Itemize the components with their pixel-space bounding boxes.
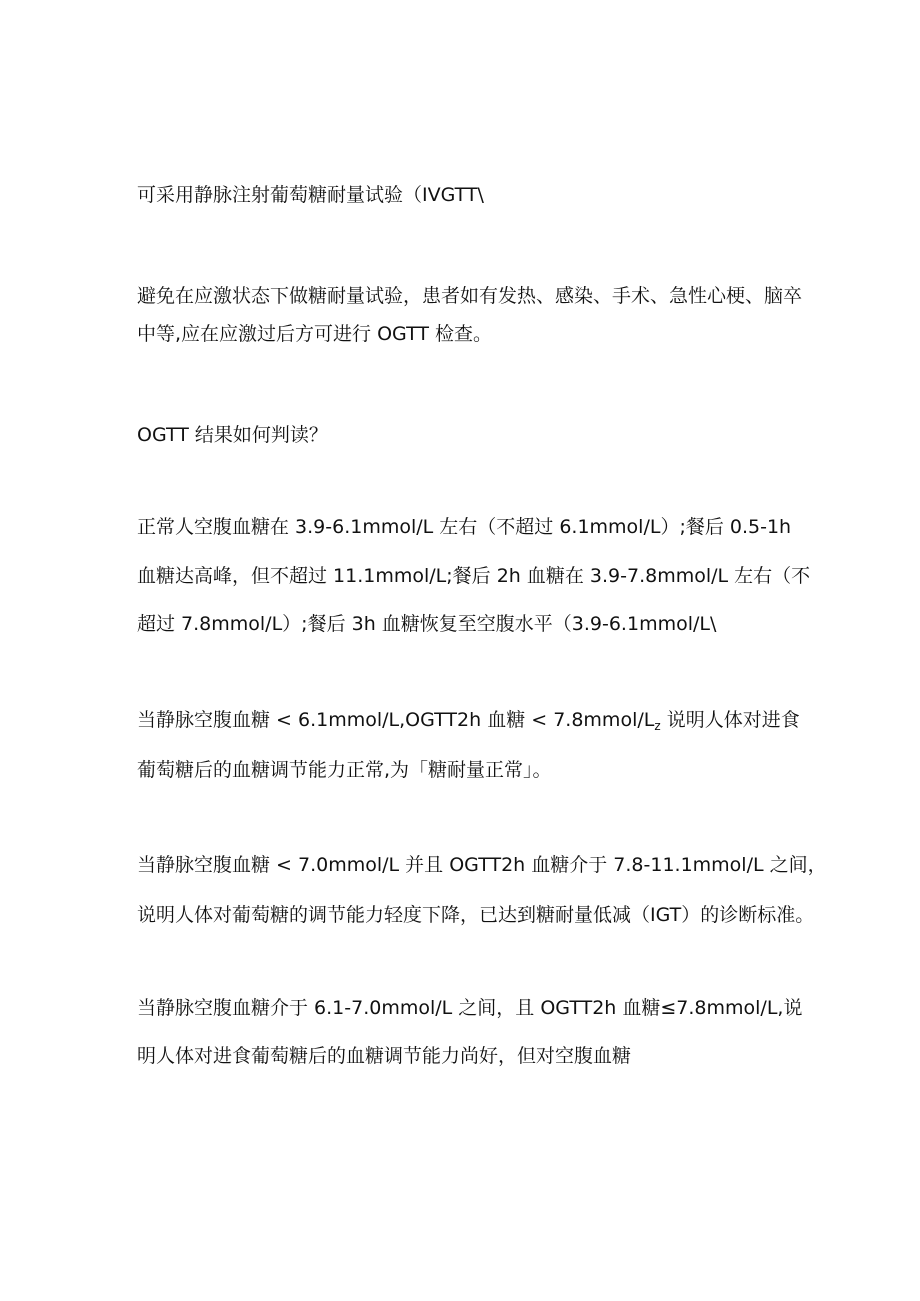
paragraph-ngt-line-2: 葡萄糖后的血糖调节能力正常,为「糖耐量正常」。 [137, 759, 552, 781]
paragraph-stress-line-1: 避免在应激状态下做糖耐量试验，患者如有发热、感染、手术、急性心梗、脑卒 [137, 285, 803, 307]
paragraph-ifg-line-2: 明人体对进食葡萄糖后的血糖调节能力尚好，但对空腹血糖 [137, 1045, 632, 1067]
paragraph-normal-line-2: 血糖达高峰，但不超过 11.1mmol/L;餐后 2h 血糖在 3.9-7.8mmol/L 左右（不 [137, 565, 811, 587]
paragraph-ifg-line-1: 当静脉空腹血糖介于 6.1-7.0mmol/L 之间，且 OGTT2h 血糖≤7.8mmol/L,说 [137, 997, 803, 1019]
paragraph-igt-line-1: 当静脉空腹血糖 < 7.0mmol/L 并且 OGTT2h 血糖介于 7.8-11.1mmol/L 之间， [137, 854, 827, 876]
ngt-line-tail: 说明人体对进食 [660, 709, 800, 731]
ngt-line-subscript: z [654, 719, 661, 733]
paragraph-stress-line-2: 中等,应在应激过后方可进行 OGTT 检查。 [137, 323, 492, 345]
paragraph-ngt-line-1 [137, 708, 800, 738]
paragraph-normal-line-1: 正常人空腹血糖在 3.9-6.1mmol/L 左右（不超过 6.1mmol/L）;餐后 0.5-1h [137, 516, 792, 538]
section-heading-ogtt: OGTT 结果如何判读？ [137, 424, 328, 446]
paragraph-igt-line-2: 说明人体对葡萄糖的调节能力轻度下降，已达到糖耐量低减（IGT）的诊断标准。 [137, 904, 815, 926]
paragraph-normal-line-3: 超过 7.8mmol/L）;餐后 3h 血糖恢复至空腹水平（3.9-6.1mmol/L\ [137, 613, 717, 635]
ngt-line-text: 当静脉空腹血糖 < 6.1mmol/L,OGTT2h 血糖 < 7.8mmol/L [137, 709, 655, 731]
paragraph-ivgtt: 可采用静脉注射葡萄糖耐量试验（IVGTT\ [137, 184, 484, 206]
